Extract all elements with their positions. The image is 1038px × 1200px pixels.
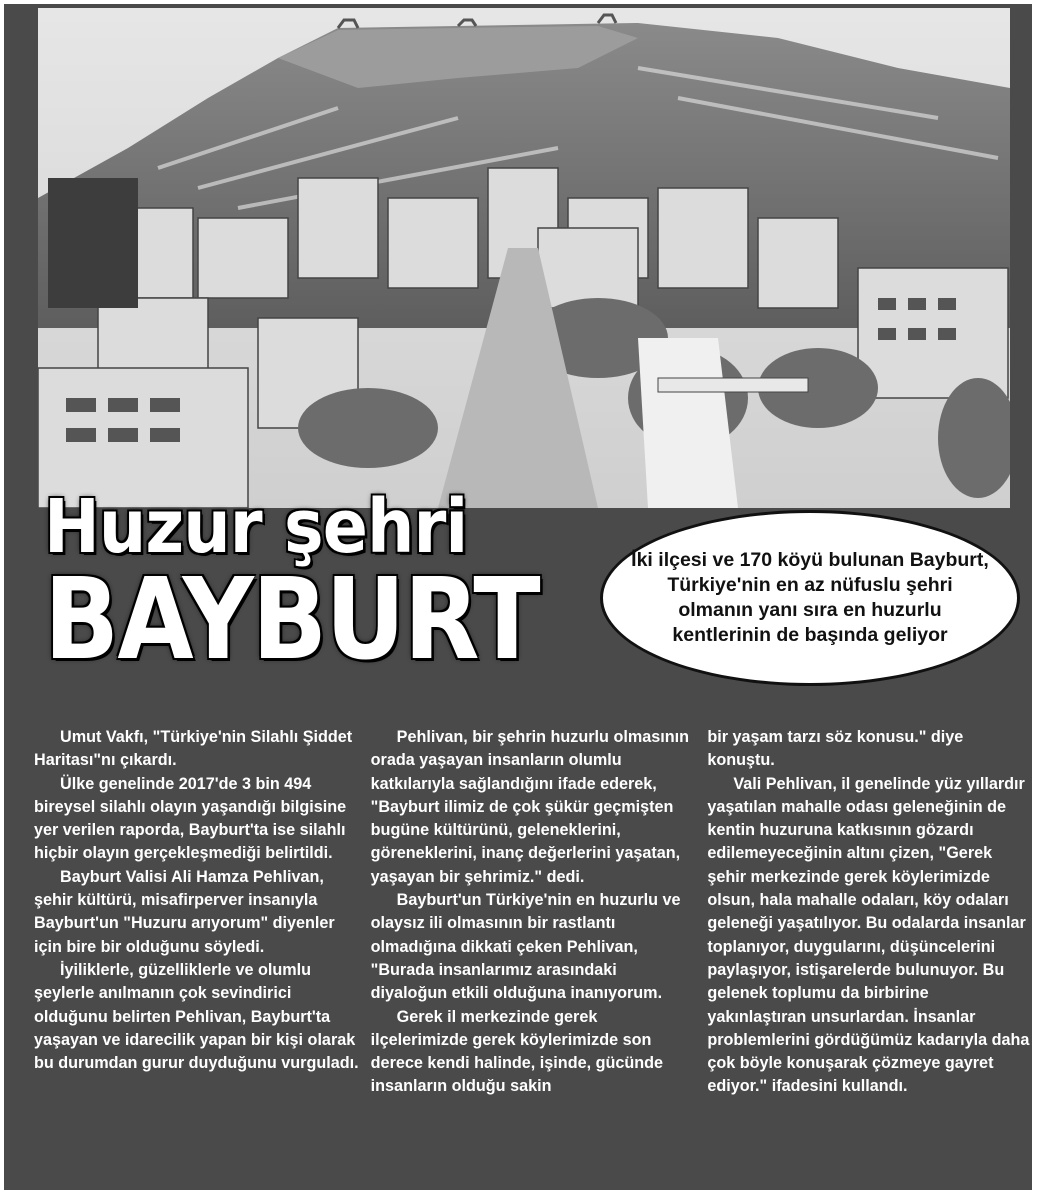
headline-line2: BAYBURT — [44, 555, 539, 685]
paragraph: İyiliklerle, güzelliklerle ve olumlu şeylerle anılmanın çok sevindirici olduğunu belirten Pehlivan, Bayburt'ta yaşayan ve idarecilik yapan bir kişi olarak bu durumdan gurur duyduğunu vurguladı. — [34, 960, 359, 1073]
paragraph: Umut Vakfı, "Türkiye'nin Silahlı Şiddet Haritası"nı çıkardı. — [34, 728, 353, 770]
deck-text: İki ilçesi ve 170 köyü bulunan Bayburt, Türkiye'nin en az nüfuslu şehri olmanın yanı sıra en huzurlu kentlerinin de başında geliyor — [631, 549, 989, 646]
city-photo-illustration — [38, 8, 1010, 508]
paragraph: Pehlivan, bir şehrin huzurlu olmasının orada yaşayan insanların olumlu katkılarıyla sağlandığını ifade ederek, "Bayburt ilimiz de çok şükür geçmişten bugüne kültürünü, geleneklerini, göreneklerini, inanç değerlerini yaşatan, yaşayan bir şehrimiz." dedi. — [370, 728, 689, 886]
column-1 — [34, 726, 359, 1186]
paragraph: Bayburt'un Türkiye'nin en huzurlu ve olaysız ili olmasının bir rastlantı olmadığına dikkati çeken Pehlivan, "Burada insanlarımız arasındaki diyaloğun etkili olduğuna inanıyorum. — [370, 891, 681, 1003]
column-3 — [707, 726, 1032, 1186]
column-2 — [371, 726, 696, 1186]
paragraph: bir yaşam tarzı söz konusu." diye konuştu. — [707, 728, 964, 770]
headline — [44, 484, 604, 685]
headline-line1: Huzur şehri — [44, 484, 468, 570]
article-body — [4, 726, 1032, 1186]
article-frame — [4, 4, 1032, 1190]
paragraph: Vali Pehlivan, il genelinde yüz yıllardır yaşatılan mahalle odası geleneğinin de kentin huzuruna katkısının gözardı edilemeyeceğinin altını çizen, "Gerek şehir merkezinde gerek köylerimizde olsun, hala mahalle odaları, köy odaları geleneği yaşatılıyor. Bu odalarda insanlar toplanıyor, duygularını, düşüncelerini paylaşıyor, istişarelerde bulunuyor. Bu gelenek toplumu da birbirine yakınlaştıran unsurlardan. İnsanlar problemlerini gördüğümüz kadarıyla daha çok böyle konuşarak çözmeye gayret ediyor." ifadesini kullandı. — [707, 774, 1030, 1096]
city-photo — [38, 8, 1010, 508]
paragraph: Gerek il merkezinde gerek ilçelerimizde gerek köylerimizde son derece kendi halinde, işinde, gücünde insanların olduğu sakin — [370, 1007, 664, 1096]
deck-bubble — [600, 510, 1020, 686]
paragraph: Ülke genelinde 2017'de 3 bin 494 bireysel silahlı olayın yaşandığı bilgisine yer verilen raporda, Bayburt'ta ise silahlı hiçbir olayın gerçekleşmediği belirtildi. — [34, 774, 347, 863]
paragraph: Bayburt Valisi Ali Hamza Pehlivan, şehir kültürü, misafirperver insanıyla Bayburt'un "Huzuru arıyorum" diyenler için bire bir olduğunu söyledi. — [34, 867, 335, 956]
